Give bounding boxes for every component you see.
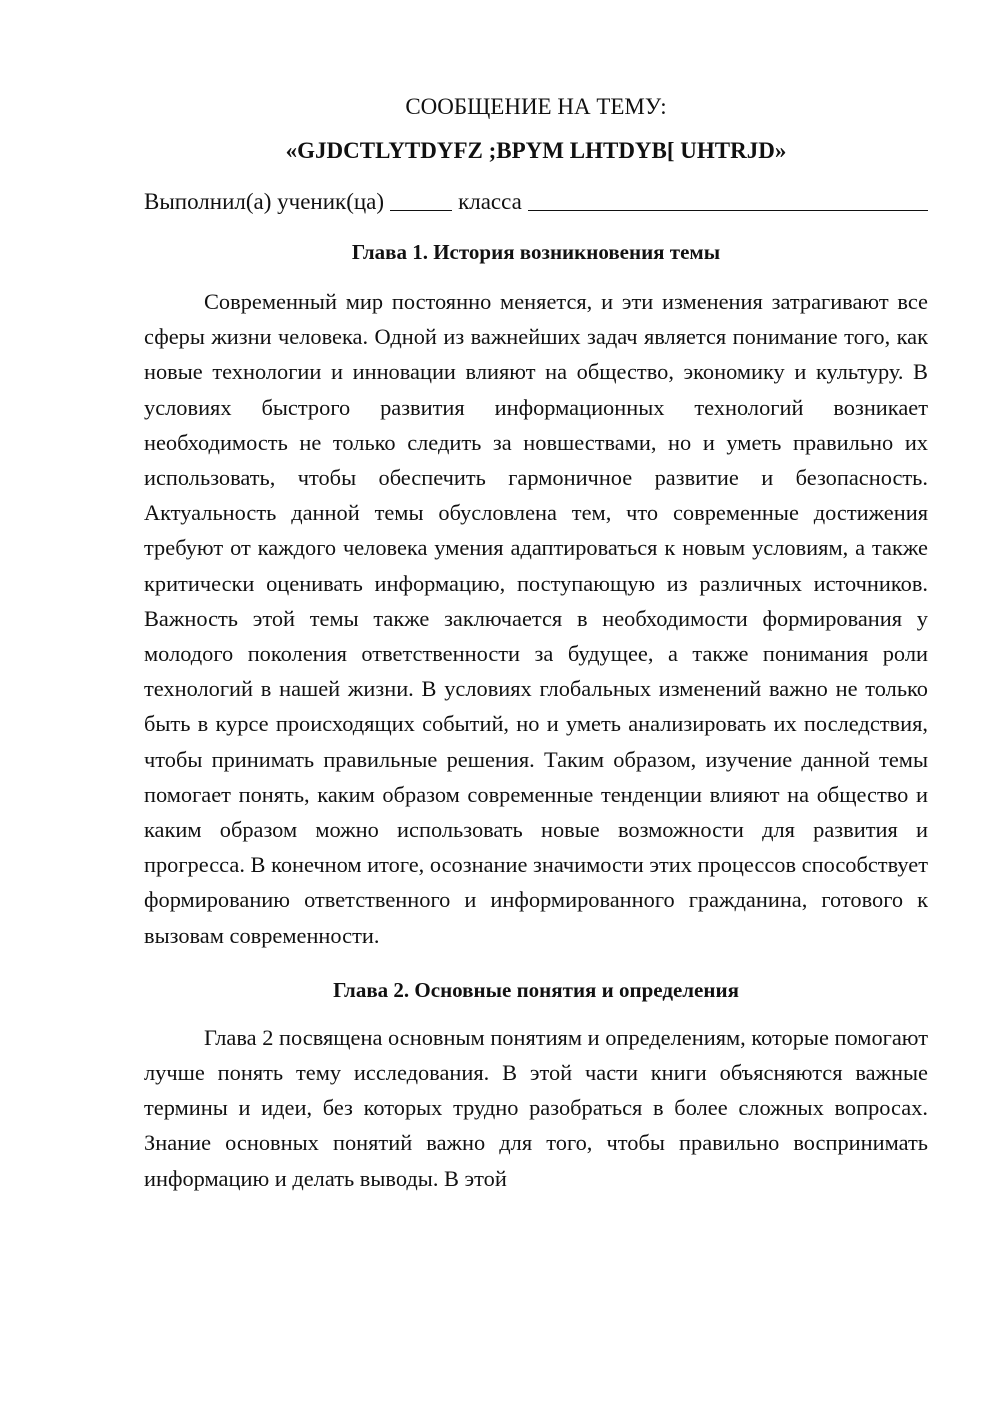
chapter-1-text: Современный мир постоянно меняется, и эти изменения затрагивают все сферы жизни человека. Одной из важнейших задач является понимание того, как новые технологии и инновации влияют на общество, экономику и культуру. В условиях быстрого развития информационных технологий возникает необходимость не только следить за новшествами, но и уметь правильно их использовать, чтобы обеспечить гармоничное развитие и безопасность. Актуальность данной темы обусловлена тем, что современные достижения требуют от каждого человека умения адаптироваться к новым условиям, а также критически оценивать информацию, поступающую из различных источников. Важность этой темы также заключается в необходимости формирования у молодого поколения ответственности за будущее, а также понимания роли технологий в нашей жизни. В условиях глобальных изменений важно не только быть в курсе происходящих событий, но и уметь анализировать их последствия, чтобы принимать правильные решения. Таким образом, изучение данной темы помогает понять, каким образом современные тенденции влияют на общество и каким образом можно использовать новые возможности для развития и прогресса. В конечном итоге, осознание значимости этих процессов способствует формированию ответственного и информированного гражданина, готового к вызовам современности. (144, 289, 928, 948)
chapter-2-heading: Глава 2. Основные понятия и определения (333, 977, 739, 1002)
document-page (144, 92, 928, 1196)
chapter-1-heading: Глава 1. История возникновения темы (351, 240, 721, 264)
signature-prefix: Выполнил(а) ученик(ца) (144, 189, 385, 214)
name-blank (528, 188, 928, 211)
signature-line (144, 186, 928, 217)
document-title: «GJDCTLYTDYFZ ;BPYM LHTDYB[ UHTRJD» (285, 138, 787, 163)
signature-middle: класса (458, 189, 522, 214)
chapter-2-text: Глава 2 посвящена основным понятиям и определениям, которые помогают лучше понять тему исследования. В этой части книги объясняются важные термины и идеи, без которых трудно разобраться в более сложных вопросах. Знание основных понятий важно для того, чтобы правильно воспринимать информацию и делать выводы. В этой (144, 1024, 928, 1191)
document-header: СООБЩЕНИЕ НА ТЕМУ: (405, 94, 667, 119)
grade-blank (390, 188, 452, 211)
